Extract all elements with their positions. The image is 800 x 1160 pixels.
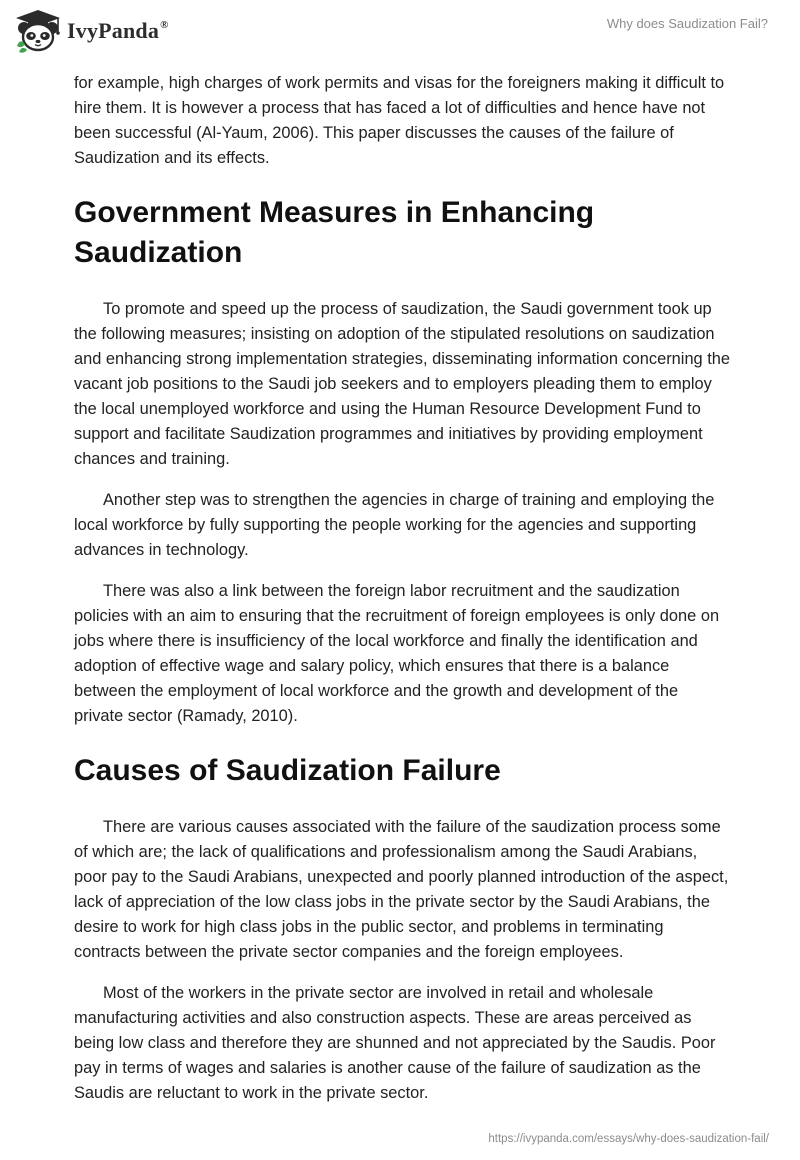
intro-paragraph: for example, high charges of work permits and visas for the foreigners making it difficult to hire them. It is however a process that has faced a lot of difficulties and hence have not been successful (Al-Yaum, 2006). This paper discusses the causes of the failure of Saudization and its effects. <box>74 74 725 167</box>
paragraph-agencies: Another step was to strengthen the agencies in charge of training and employing the local workforce by fully supporting the people working for the agencies and supporting advances in technology. <box>74 491 715 559</box>
paragraph-private-sector: Most of the workers in the private sector are involved in retail and wholesale manufacturing activities and also construction aspects. These are areas perceived as being low class and therefore they are shunned and not appreciated by the Saudis. Poor pay in terms of wages and salaries is another cause of the failure of saudization as the Saudis are reluctant to work in the private sector. <box>74 984 716 1102</box>
panda-graduate-icon <box>14 8 62 54</box>
page-header <box>0 0 800 68</box>
brand-name: IvyPanda® <box>67 18 169 43</box>
paragraph-measures: To promote and speed up the process of saudization, the Saudi government took up the following measures; insisting on adoption of the stipulated resolutions on saudization and enhancing strong implementation strategies, disseminating information concerning the vacant job positions to the Saudi job seekers and to employers pleading them to employ the local unemployed workforce and using the Human Resource Development Fund to support and facilitate Saudization programmes and initiatives by providing employment chances and training. <box>74 300 731 468</box>
source-url[interactable]: https://ivypanda.com/essays/why-does-saudization-fail/ <box>488 1133 769 1145</box>
section-heading-causes: Causes of Saudization Failure <box>74 754 501 787</box>
paragraph-foreign-labor: There was also a link between the foreign labor recruitment and the saudization policies with an aim to ensuring that the recruitment of foreign employees is only done on jobs where there is insufficiency of the local workforce and finally the identification and adoption of effective wage and salary policy, which ensures that there is a balance between the employment of local workforce and the growth and development of the private sector (Ramady, 2010). <box>74 582 720 725</box>
ivypanda-logo[interactable] <box>14 6 169 56</box>
essay-body <box>74 71 730 1122</box>
document-title: Why does Saudization Fail? <box>606 16 768 31</box>
section-heading-government-measures: Government Measures in Enhancing Saudization <box>74 196 595 269</box>
paragraph-causes: There are various causes associated with the failure of the saudization process some of which are; the lack of qualifications and professionalism among the Saudi Arabians, poor pay to the Saudi Arabians, unexpected and poorly planned introduction of the aspect, lack of appreciation of the low class jobs in the private sector by the Saudi Arabians, the desire to work for high class jobs in the public sector, and problems in terminating contracts between the private sector companies and the foreign employees. <box>74 818 729 961</box>
